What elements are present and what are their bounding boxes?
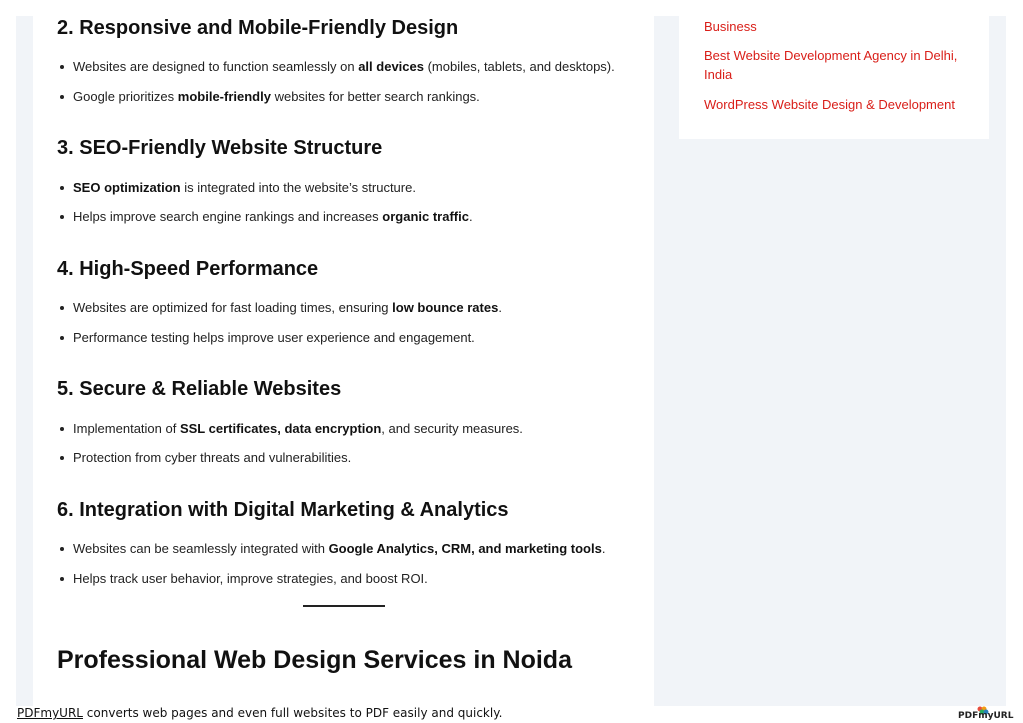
footer-pdfmyurl-link[interactable]: PDFmyURL (17, 706, 83, 720)
section-heading-high-speed: 4. High-Speed Performance (57, 258, 319, 280)
list-item (73, 208, 473, 225)
logo-wordmark: PDFmyURL (958, 711, 1014, 721)
pdfmyurl-logo-icon[interactable] (958, 706, 1014, 723)
bullet-text: Performance testing helps improve user experience and engagement. (73, 330, 475, 345)
bullet-emphasis: mobile-friendly (177, 89, 271, 104)
bullet-text: Websites are optimized for fast loading times, ensuring (73, 300, 393, 315)
section-heading-responsive-design: 2. Responsive and Mobile-Friendly Design (57, 17, 459, 39)
list-item (73, 299, 502, 316)
bullet-text: Helps improve search engine rankings and increases (73, 209, 383, 224)
bullet-emphasis: SEO optimization (73, 180, 181, 195)
list-item (73, 88, 480, 105)
footer-notice-text: converts web pages and even full websites to PDF easily and quickly. (82, 706, 503, 720)
sidebar-link-wordpress-design[interactable]: WordPress Website Design & Development (704, 97, 955, 112)
bullet-text: websites for better search rankings. (270, 89, 480, 104)
page-section-title: Professional Web Design Services in Noida (57, 646, 572, 674)
bullet-text: is integrated into the website’s structure. (180, 180, 416, 195)
bullet-emphasis: all devices (358, 59, 424, 74)
sidebar-link-business[interactable]: Business (704, 19, 757, 34)
bullet-text: . (498, 300, 502, 315)
bullet-text: . (468, 209, 473, 224)
bullet-emphasis: low bounce rates (392, 300, 499, 315)
section-heading-secure-reliable: 5. Secure & Reliable Websites (57, 378, 342, 400)
list-item (73, 540, 605, 557)
bullet-text: Websites are designed to function seamlessly on (73, 59, 359, 74)
bullet-emphasis: SSL certificates, data encryption (179, 421, 382, 436)
list-item (73, 570, 428, 587)
section-heading-seo-structure: 3. SEO-Friendly Website Structure (57, 137, 383, 159)
footer-notice (17, 706, 502, 721)
bullet-text: Implementation of (73, 421, 180, 436)
section-divider (303, 605, 385, 607)
main-content-column (33, 16, 654, 706)
section-heading-digital-marketing: 6. Integration with Digital Marketing & Analytics (57, 499, 509, 521)
bullet-text: Protection from cyber threats and vulnerabilities. (73, 450, 352, 465)
sidebar-link-best-website-development-agency[interactable]: Best Website Development Agency in Delhi, India (704, 48, 958, 82)
bullet-emphasis: organic traffic (382, 209, 469, 224)
bullet-text: (mobiles, tablets, and desktops). (423, 59, 615, 74)
list-item (73, 420, 523, 437)
list-item (73, 58, 615, 75)
bullet-emphasis: Google Analytics, CRM, and marketing tools (328, 541, 602, 556)
bullet-text: , and security measures. (381, 421, 523, 436)
bullet-text: Helps track user behavior, improve strategies, and boost ROI. (73, 571, 428, 586)
list-item (73, 449, 351, 466)
bullet-text: . (601, 541, 606, 556)
list-item (73, 329, 475, 346)
bullet-text: Websites can be seamlessly integrated with (73, 541, 329, 556)
bullet-text: Google prioritizes (73, 89, 178, 104)
list-item (73, 179, 416, 196)
